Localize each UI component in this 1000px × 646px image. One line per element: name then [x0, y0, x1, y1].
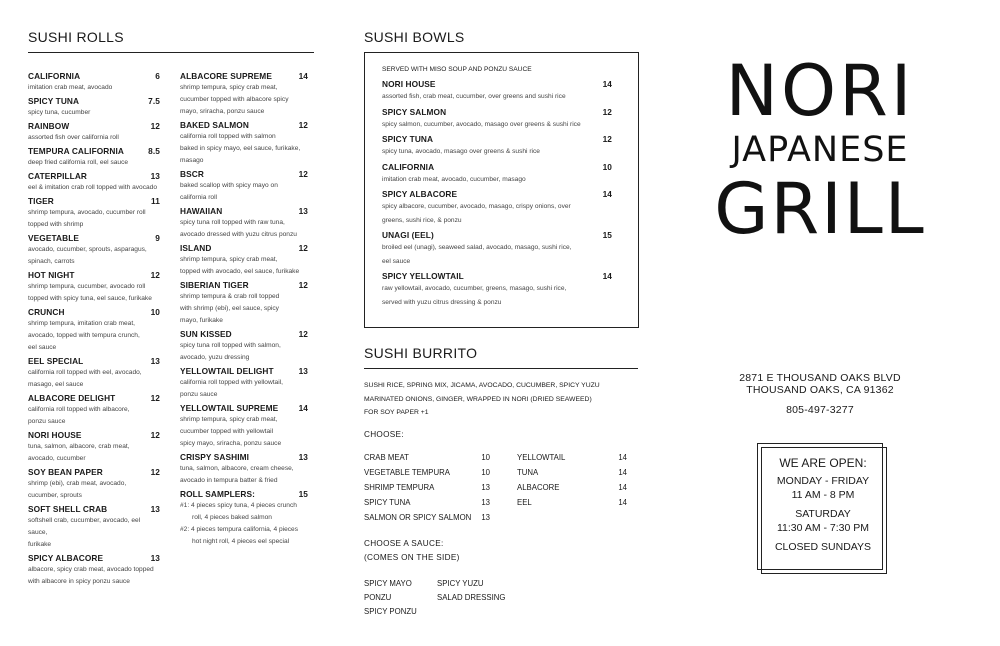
item-price: 7.5	[148, 96, 160, 106]
item-header	[28, 307, 160, 318]
item-description: masago, eel sauce	[28, 381, 84, 388]
item-description: masago	[180, 157, 204, 164]
item-name: CALIFORNIA	[28, 71, 81, 81]
address	[700, 372, 940, 416]
roll-item	[180, 366, 308, 401]
item-name: NORI HOUSE	[382, 79, 436, 89]
bowls-list	[382, 79, 612, 309]
roll-item	[28, 121, 160, 144]
roll-item	[28, 171, 160, 194]
roll-item	[28, 356, 160, 391]
item-price: 8.5	[148, 146, 160, 156]
phone-number: 805-497-3277	[786, 404, 854, 416]
item-description: with shrimp (ebi), eel sauce, spicy	[180, 305, 279, 312]
burrito-choose-label: CHOOSE:	[364, 430, 404, 439]
item-description: shrimp tempura, imitation crab meat,	[28, 320, 136, 327]
item-description: topped with spicy tuna, eel sauce, furikake	[28, 295, 152, 302]
item-header	[28, 96, 160, 107]
item-name: NORI HOUSE	[28, 430, 82, 440]
item-header	[180, 280, 308, 291]
item-header	[180, 206, 308, 217]
item-price: 14	[602, 79, 612, 89]
item-name: SPICY YELLOWTAIL	[382, 271, 464, 281]
sauce-item: SPICY MAYO	[364, 579, 412, 588]
item-description: broiled eel (unagi), seaweed salad, avocado, masago, sushi rice,	[382, 244, 572, 251]
item-name: SUN KISSED	[180, 329, 232, 339]
item-price: 14	[298, 403, 308, 413]
item-description: topped with shrimp	[28, 221, 84, 228]
sauce-title-line: CHOOSE A SAUCE:	[364, 539, 444, 548]
sushi-rolls-title: SUSHI ROLLS	[28, 29, 124, 45]
bowl-item	[382, 79, 612, 104]
item-price: 12	[150, 121, 160, 131]
sauce-item: SPICY YUZU	[437, 579, 484, 588]
burrito-option	[364, 450, 490, 465]
item-description: albacore, spicy crab meat, avocado topped	[28, 566, 154, 573]
item-price: 12	[150, 467, 160, 477]
item-price: 12	[602, 106, 612, 117]
item-header	[382, 107, 612, 118]
burrito-option	[517, 465, 627, 480]
item-description: mayo, furikake	[180, 317, 223, 324]
item-header	[28, 270, 160, 281]
item-description: topped with avocado, eel sauce, furikake	[180, 268, 300, 275]
sauce-item: SALAD DRESSING	[437, 593, 506, 602]
item-header	[180, 329, 308, 340]
hours-saturday-time: 11:30 AM - 7:30 PM	[776, 522, 870, 534]
item-description: spicy tuna, avocado, masago over greens & sushi rice	[382, 148, 540, 155]
item-header	[382, 134, 612, 145]
item-price: 12	[150, 430, 160, 440]
item-price: 13	[298, 452, 308, 462]
item-name: HOT NIGHT	[28, 270, 75, 280]
roll-item	[28, 553, 160, 588]
burrito-description	[364, 379, 638, 420]
item-name: CATERPILLAR	[28, 171, 88, 181]
item-description: cucumber, sprouts	[28, 492, 82, 499]
item-name: HAWAIIAN	[180, 206, 223, 216]
item-description: with albacore in spicy ponzu sauce	[28, 578, 130, 585]
item-price: 12	[298, 280, 308, 290]
roll-item	[180, 71, 308, 118]
bowls-note: SERVED WITH MISO SOUP AND PONZU SAUCE	[382, 66, 532, 73]
item-name: SPICY ALBACORE	[28, 553, 104, 563]
item-header	[28, 233, 160, 244]
roll-item	[180, 243, 308, 278]
item-header	[180, 71, 308, 82]
item-description: eel sauce	[382, 257, 411, 265]
item-price: 13	[150, 504, 160, 514]
burrito-option-name: SPICY TUNA	[364, 498, 411, 507]
item-header	[28, 430, 160, 441]
address-street: 2871 E THOUSAND OAKS BLVD	[739, 372, 901, 384]
item-description: avocado dressed with yuzu citrus ponzu	[180, 231, 297, 238]
burrito-option-name: YELLOWTAIL	[517, 453, 566, 462]
sushi-bowls-title: SUSHI BOWLS	[364, 29, 465, 45]
item-description: served with yuzu citrus dressing & ponzu	[382, 298, 502, 306]
item-header	[28, 121, 160, 132]
item-description: spicy tuna, cucumber	[28, 109, 91, 116]
item-header	[382, 79, 612, 90]
item-price: 9	[155, 233, 160, 243]
item-description: ponzu sauce	[28, 418, 66, 425]
sushi-burrito-rule	[364, 368, 638, 369]
bowl-item	[382, 271, 612, 309]
burrito-option	[517, 495, 627, 510]
item-name: ISLAND	[180, 243, 212, 253]
sushi-rolls-rule	[28, 52, 314, 53]
burrito-option-price: 10	[481, 468, 490, 477]
item-price: 10	[150, 307, 160, 317]
item-name: SPICY ALBACORE	[382, 189, 458, 199]
item-header	[28, 504, 160, 515]
item-description: shrimp tempura, spicy crab meat,	[180, 256, 278, 263]
bowl-item	[382, 162, 612, 187]
item-description: shrimp tempura & crab roll topped	[180, 293, 280, 300]
item-price: 6	[155, 71, 160, 81]
item-header	[180, 169, 308, 180]
burrito-option-name: TUNA	[517, 468, 539, 477]
item-name: ALBACORE DELIGHT	[28, 393, 116, 403]
item-header	[28, 146, 160, 157]
item-header	[28, 196, 160, 207]
brand-nori: NORI	[725, 50, 915, 132]
roll-item	[180, 452, 308, 487]
sauces-left	[364, 577, 417, 619]
item-name: CRISPY SASHIMI	[180, 452, 250, 462]
brand-grill: GRILL	[714, 168, 926, 250]
burrito-option-price: 14	[618, 468, 627, 477]
roll-item	[28, 71, 160, 94]
roll-item	[28, 96, 160, 119]
sauce-item: SPICY PONZU	[364, 607, 417, 616]
item-price: 13	[150, 356, 160, 366]
item-name: BSCR	[180, 169, 204, 179]
burrito-option-price: 13	[481, 513, 490, 522]
sushi-burrito-title: SUSHI BURRITO	[364, 345, 478, 361]
item-name: SPICY SALMON	[382, 106, 447, 117]
item-description: avocado, yuzu dressing	[180, 354, 250, 361]
sauce-title-line: (COMES ON THE SIDE)	[364, 553, 460, 562]
item-header	[382, 271, 612, 282]
item-name: YELLOWTAIL DELIGHT	[180, 366, 274, 376]
hours-closed: CLOSED SUNDAYS	[774, 541, 872, 553]
item-description: california roll topped with albacore,	[28, 406, 130, 413]
item-header	[28, 171, 160, 182]
item-price: 14	[298, 71, 308, 81]
burrito-desc-line: MARINATED ONIONS, GINGER, WRAPPED IN NORI (DRIED SEAWEED)	[364, 395, 592, 403]
item-description: shrimp tempura, cucumber, avocado roll	[28, 283, 146, 290]
burrito-option-price: 13	[481, 498, 490, 507]
item-name: CALIFORNIA	[382, 161, 435, 172]
item-price: 13	[150, 553, 160, 563]
burrito-option-price: 14	[618, 498, 627, 507]
item-description: ponzu sauce	[180, 391, 218, 398]
burrito-option	[364, 465, 490, 480]
sauce-label	[364, 537, 460, 565]
burrito-option-price: 13	[481, 483, 490, 492]
item-price: 15	[298, 489, 308, 499]
item-name: SPICY TUNA	[382, 134, 434, 144]
roll-item	[180, 120, 308, 167]
item-description: cucumber topped with albacore spicy	[180, 96, 289, 103]
item-price: 12	[298, 243, 308, 253]
bowl-item	[382, 230, 612, 268]
item-description: spicy albacore, cucumber, avocado, masago, crispy onions, over	[382, 203, 571, 210]
bowl-item	[382, 134, 612, 159]
item-price: 14	[602, 271, 612, 281]
address-city: THOUSAND OAKS, CA 91362	[746, 384, 894, 396]
item-name: VEGETABLE	[28, 233, 79, 243]
item-price: 15	[602, 230, 612, 240]
item-header	[180, 366, 308, 377]
item-price: 12	[298, 329, 308, 339]
hours-weekday-label: MONDAY - FRIDAY	[776, 475, 870, 487]
roll-item	[28, 393, 160, 428]
item-name: RAINBOW	[28, 121, 70, 131]
item-header	[180, 403, 308, 414]
item-description: mayo, sriracha, ponzu sauce	[180, 108, 265, 115]
item-header	[180, 489, 308, 500]
burrito-option	[364, 480, 490, 495]
hours-title: WE ARE OPEN:	[779, 456, 867, 470]
sauces-right	[437, 577, 505, 605]
item-name: YELLOWTAIL SUPREME	[180, 403, 279, 413]
item-price: 14	[602, 189, 612, 199]
item-name: UNAGI (EEL)	[382, 230, 434, 240]
roll-item	[180, 169, 308, 204]
item-header	[28, 71, 160, 82]
sauce-item: PONZU	[364, 593, 392, 602]
burrito-option-name: SALMON OR SPICY SALMON	[364, 513, 472, 522]
item-description: shrimp tempura, avocado, cucumber roll	[28, 209, 146, 216]
item-description: shrimp tempura, spicy crab meat,	[180, 416, 278, 423]
item-name: ALBACORE SUPREME	[180, 71, 272, 81]
item-description: imitation crab meat, avocado, cucumber, masago	[382, 175, 526, 183]
item-description: baked scallop with spicy mayo on	[180, 182, 278, 189]
item-name: TEMPURA CALIFORNIA	[28, 146, 124, 156]
item-description: assorted fish over california roll	[28, 134, 119, 141]
burrito-option	[364, 510, 490, 525]
item-price: 12	[150, 270, 160, 280]
hours-weekday-time: 11 AM - 8 PM	[791, 489, 855, 501]
burrito-option	[364, 495, 490, 510]
burrito-option	[517, 450, 627, 465]
roll-item	[180, 489, 308, 548]
item-price: 12	[602, 134, 612, 144]
roll-item	[28, 467, 160, 502]
item-description: softshell crab, cucumber, avocado, eel sauce,	[28, 517, 141, 536]
burrito-option	[517, 480, 627, 495]
item-description: tuna, salmon, albacore, cream cheese,	[180, 465, 294, 472]
item-name: SOFT SHELL CRAB	[28, 504, 108, 514]
item-description: shrimp tempura, spicy crab meat,	[180, 84, 278, 91]
item-name: CRUNCH	[28, 307, 65, 317]
roll-item	[28, 430, 160, 465]
rolls-right-column	[180, 71, 308, 550]
item-name: TIGER	[28, 196, 54, 206]
item-price: 13	[298, 206, 308, 216]
burrito-option-price: 14	[618, 483, 627, 492]
bowl-item	[382, 107, 612, 132]
item-description: spicy tuna roll topped with raw tuna,	[180, 219, 285, 226]
item-price: 11	[151, 196, 160, 206]
item-name: ROLL SAMPLERS:	[180, 489, 255, 499]
burrito-option-name: SHRIMP TEMPURA	[364, 483, 435, 492]
burrito-options-right	[517, 450, 627, 510]
burrito-desc-line: FOR SOY PAPER +1	[364, 409, 429, 416]
item-description: shrimp (ebi), crab meat, avocado,	[28, 480, 127, 487]
item-name: EEL SPECIAL	[28, 356, 84, 366]
item-header	[382, 162, 612, 173]
item-description: eel sauce	[28, 344, 57, 351]
item-description: deep fried california roll, eel sauce	[28, 159, 129, 166]
item-header	[180, 243, 308, 254]
burrito-option-name: ALBACORE	[517, 483, 560, 492]
item-description: avocado in tempura batter & fried	[180, 477, 278, 484]
roll-item	[28, 504, 160, 551]
item-description: california roll topped with yellowtail,	[180, 379, 283, 386]
brand-japanese: JAPANESE	[731, 130, 909, 170]
item-header	[180, 452, 308, 463]
burrito-option-price: 10	[481, 453, 490, 462]
item-description: avocado, cucumber, sprouts, asparagus,	[28, 246, 147, 253]
item-description: spicy salmon, cucumber, avocado, masago over greens & sushi rice	[382, 120, 581, 128]
item-description: avocado, topped with tempura crunch,	[28, 332, 140, 339]
item-price: 10	[602, 161, 612, 172]
burrito-options-left	[364, 450, 490, 525]
item-description: california roll topped with eel, avocado,	[28, 369, 142, 376]
item-description: spinach, carrots	[28, 258, 75, 265]
sampler-option: #1: 4 pieces spicy tuna, 4 pieces crunch roll, 4 pieces baked salmon	[180, 502, 297, 521]
item-name: BAKED SALMON	[180, 120, 249, 130]
hours	[761, 456, 885, 554]
item-header	[28, 553, 160, 564]
item-header	[382, 189, 612, 200]
roll-item	[28, 307, 160, 354]
item-header	[28, 467, 160, 478]
item-header	[382, 230, 612, 241]
roll-item	[180, 329, 308, 364]
item-description: spicy mayo, sriracha, ponzu sauce	[180, 440, 282, 447]
item-name: SPICY TUNA	[28, 96, 80, 106]
item-description: tuna, salmon, albacore, crab meat,	[28, 443, 130, 450]
item-description: furikake	[28, 541, 52, 548]
item-description: assorted fish, crab meat, cucumber, over greens and sushi rice	[382, 93, 566, 100]
item-description: imitation crab meat, avocado	[28, 84, 113, 91]
item-description: california roll topped with salmon	[180, 133, 276, 140]
item-description: raw yellowtail, avocado, cucumber, greens, masago, sushi rice,	[382, 285, 567, 292]
item-price: 13	[150, 171, 160, 181]
item-price: 12	[150, 393, 160, 403]
roll-item	[28, 146, 160, 169]
item-description: baked in spicy mayo, eel sauce, furikake,	[180, 145, 301, 152]
roll-item	[28, 196, 160, 231]
item-name: SIBERIAN TIGER	[180, 280, 249, 290]
item-header	[180, 120, 308, 131]
item-price: 12	[298, 169, 308, 179]
burrito-option-name: CRAB MEAT	[364, 453, 409, 462]
item-description: avocado, cucumber	[28, 455, 86, 462]
burrito-option-name: VEGETABLE TEMPURA	[364, 468, 450, 477]
item-price: 12	[298, 120, 308, 130]
sushi-bowls-box	[364, 52, 639, 328]
roll-item	[180, 280, 308, 327]
item-description: greens, sushi rice, & ponzu	[382, 216, 462, 224]
burrito-option-price: 14	[618, 453, 627, 462]
roll-item	[180, 403, 308, 450]
sampler-option: #2: 4 pieces tempura california, 4 pieces hot night roll, 4 pieces eel special	[180, 526, 299, 545]
item-description: spicy tuna roll topped with salmon,	[180, 342, 281, 349]
rolls-left-column	[28, 71, 160, 590]
roll-item	[28, 270, 160, 305]
item-name: SOY BEAN PAPER	[28, 467, 103, 477]
roll-item	[28, 233, 160, 268]
burrito-option-name: EEL	[517, 498, 532, 507]
item-header	[28, 356, 160, 367]
hours-saturday-label: SATURDAY	[795, 508, 851, 520]
item-description: california roll	[180, 194, 218, 201]
bowl-item	[382, 189, 612, 227]
item-header	[28, 393, 160, 404]
item-description: eel & imitation crab roll topped with avocado	[28, 184, 158, 191]
item-description: cucumber topped with yellowtail	[180, 428, 274, 435]
burrito-desc-line: SUSHI RICE, SPRING MIX, JICAMA, AVOCADO, CUCUMBER, SPICY YUZU	[364, 382, 600, 389]
item-price: 13	[298, 366, 308, 376]
roll-item	[180, 206, 308, 241]
